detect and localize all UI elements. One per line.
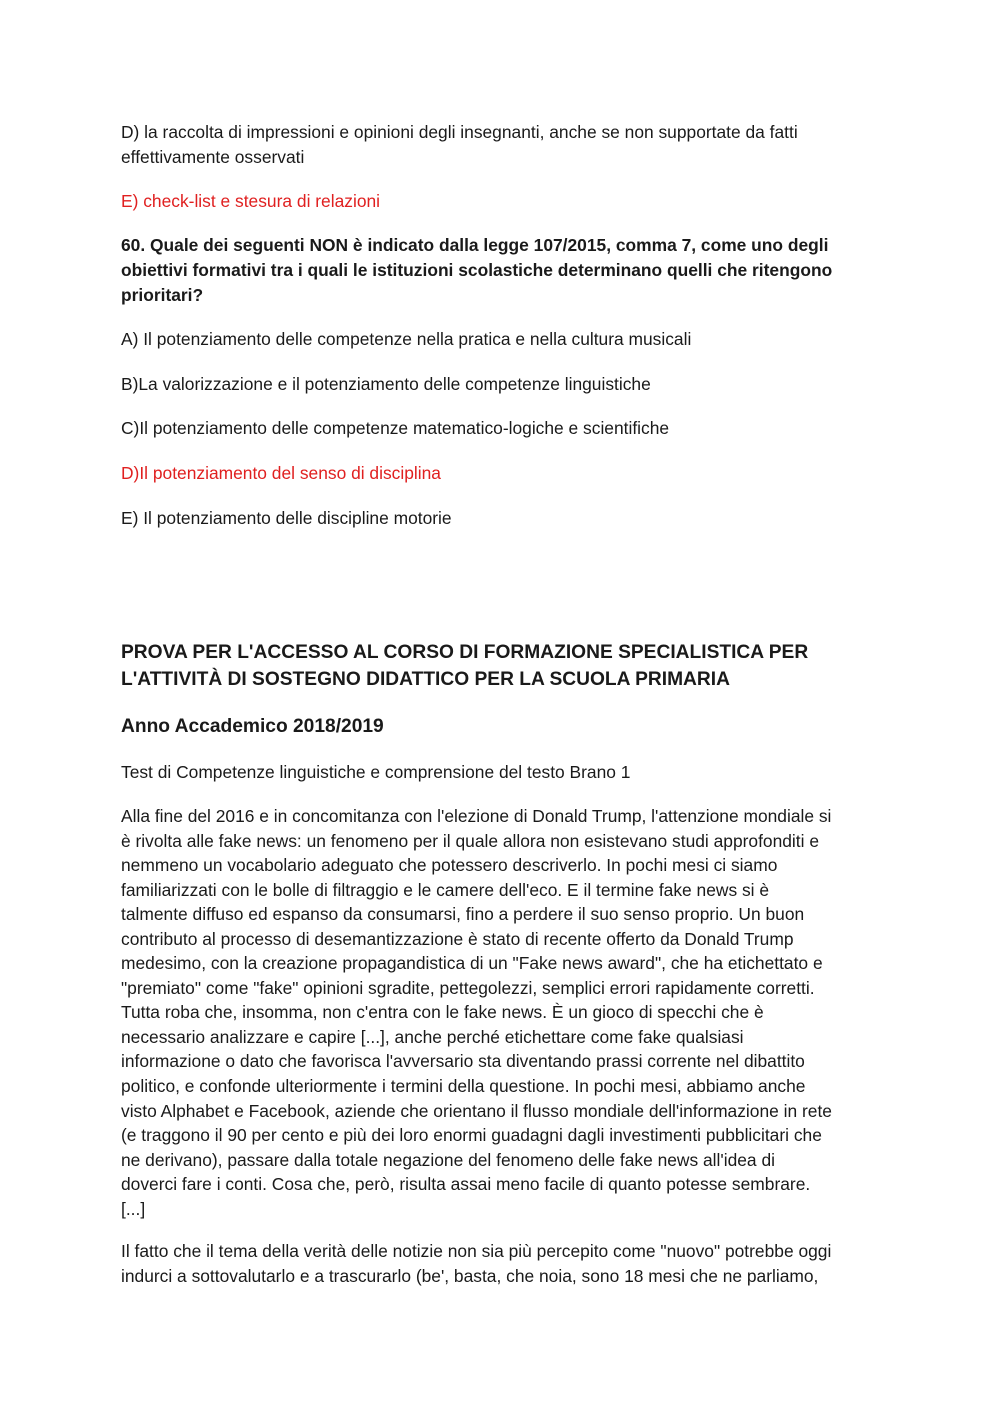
q59-option-e-correct: E) check-list e stesura di relazioni — [121, 191, 381, 211]
passage-line: (e traggono il 90 per cento e più dei loro enormi guadagni dagli investimenti pubblicitari che — [121, 1125, 822, 1146]
q60-question-line1: 60. Quale dei seguenti NON è indicato dalla legge 107/2015, comma 7, come uno degli — [121, 235, 829, 255]
passage-line: Tutta roba che, insomma, non c'entra con le fake news. È un gioco di specchi che è — [121, 1002, 764, 1023]
passage-line: familiarizzati con le bolle di filtraggio e le camere dell'eco. E il termine fake news si è — [121, 879, 770, 900]
q60-question-line2: obiettivi formativi tra i quali le istituzioni scolastiche determinano quelli che ritengono — [121, 260, 833, 280]
exam-subtitle: Test di Competenze linguistiche e comprensione del testo Brano 1 — [121, 762, 631, 782]
q60-option-a: A) Il potenziamento delle competenze nella pratica e nella cultura musicali — [121, 329, 692, 349]
passage-line: doverci fare i conti. Cosa che, però, risulta assai meno facile di quanto potesse sembrare. — [121, 1174, 811, 1195]
passage-line: nemmeno un vocabolario adeguato che potessero descriverlo. In pochi mesi ci siamo — [121, 855, 778, 876]
q59-option-d-line1: D) la raccolta di impressioni e opinioni degli insegnanti, anche se non supportate da fatti — [121, 122, 798, 142]
passage-line: è rivolta alle fake news: un fenomeno per il quale allora non esistevano studi approfonditi e — [121, 830, 819, 851]
q60-option-e: E) Il potenziamento delle discipline motorie — [121, 508, 452, 528]
passage-line: necessario analizzare e capire [...], anche perché etichettare come fake qualsiasi — [121, 1026, 744, 1047]
passage-paragraph-1 — [121, 804, 891, 1221]
exam-year-heading: Anno Accademico 2018/2019 — [121, 716, 384, 737]
passage-line: Il fatto che il tema della verità delle notizie non sia più percepito come "nuovo" potrebbe oggi — [121, 1241, 832, 1261]
exam-title-line1: PROVA PER L'ACCESSO AL CORSO DI FORMAZIONE SPECIALISTICA PER — [121, 642, 809, 663]
exam-title-line2: L'ATTIVITÀ DI SOSTEGNO DIDATTICO PER LA SCUOLA PRIMARIA — [121, 669, 730, 690]
passage-line: talmente diffuso ed espanso da consumarsi, fino a perdere il suo senso proprio. Un buon — [121, 904, 805, 925]
passage-line: visto Alphabet e Facebook, aziende che orientano il flusso mondiale dell'informazione in rete — [121, 1100, 832, 1121]
passage-line: politico, e confonde ulteriormente i termini della questione. In pochi mesi, abbiamo anche — [121, 1076, 806, 1097]
passage-line: ne derivano), passare dalla totale negazione del fenomeno delle fake news all'idea di — [121, 1149, 775, 1170]
passage-line: medesimo, con la creazione propagandistica di un "Fake news award", che ha etichettato e — [121, 953, 823, 974]
passage-line: "premiato" come "fake" opinioni sgradite, pettegolezzi, semplici errori rapidamente corretti. — [121, 977, 815, 998]
passage-line: Alla fine del 2016 e in concomitanza con l'elezione di Donald Trump, l'attenzione mondiale si — [121, 806, 832, 826]
passage-paragraph-2 — [121, 1239, 891, 1288]
passage-line: [...] — [121, 1198, 146, 1219]
q59-option-d-line2: effettivamente osservati — [121, 146, 305, 167]
passage-line: informazione o dato che favorisca l'avversario sta diventando prassi corrente nel dibattito — [121, 1051, 805, 1072]
q60-option-d-correct: D)Il potenziamento del senso di disciplina — [121, 463, 441, 483]
passage-line: indurci a sottovalutarlo e a trascurarlo (be', basta, che noia, sono 18 mesi che ne parliamo, — [121, 1265, 819, 1286]
q60-option-b: B)La valorizzazione e il potenziamento delle competenze linguistiche — [121, 374, 651, 394]
q60-question-line3: prioritari? — [121, 285, 204, 305]
passage-line: contributo al processo di desemantizzazione è stato di recente offerto da Donald Trump — [121, 928, 794, 949]
q60-option-c: C)Il potenziamento delle competenze matematico-logiche e scientifiche — [121, 418, 670, 438]
